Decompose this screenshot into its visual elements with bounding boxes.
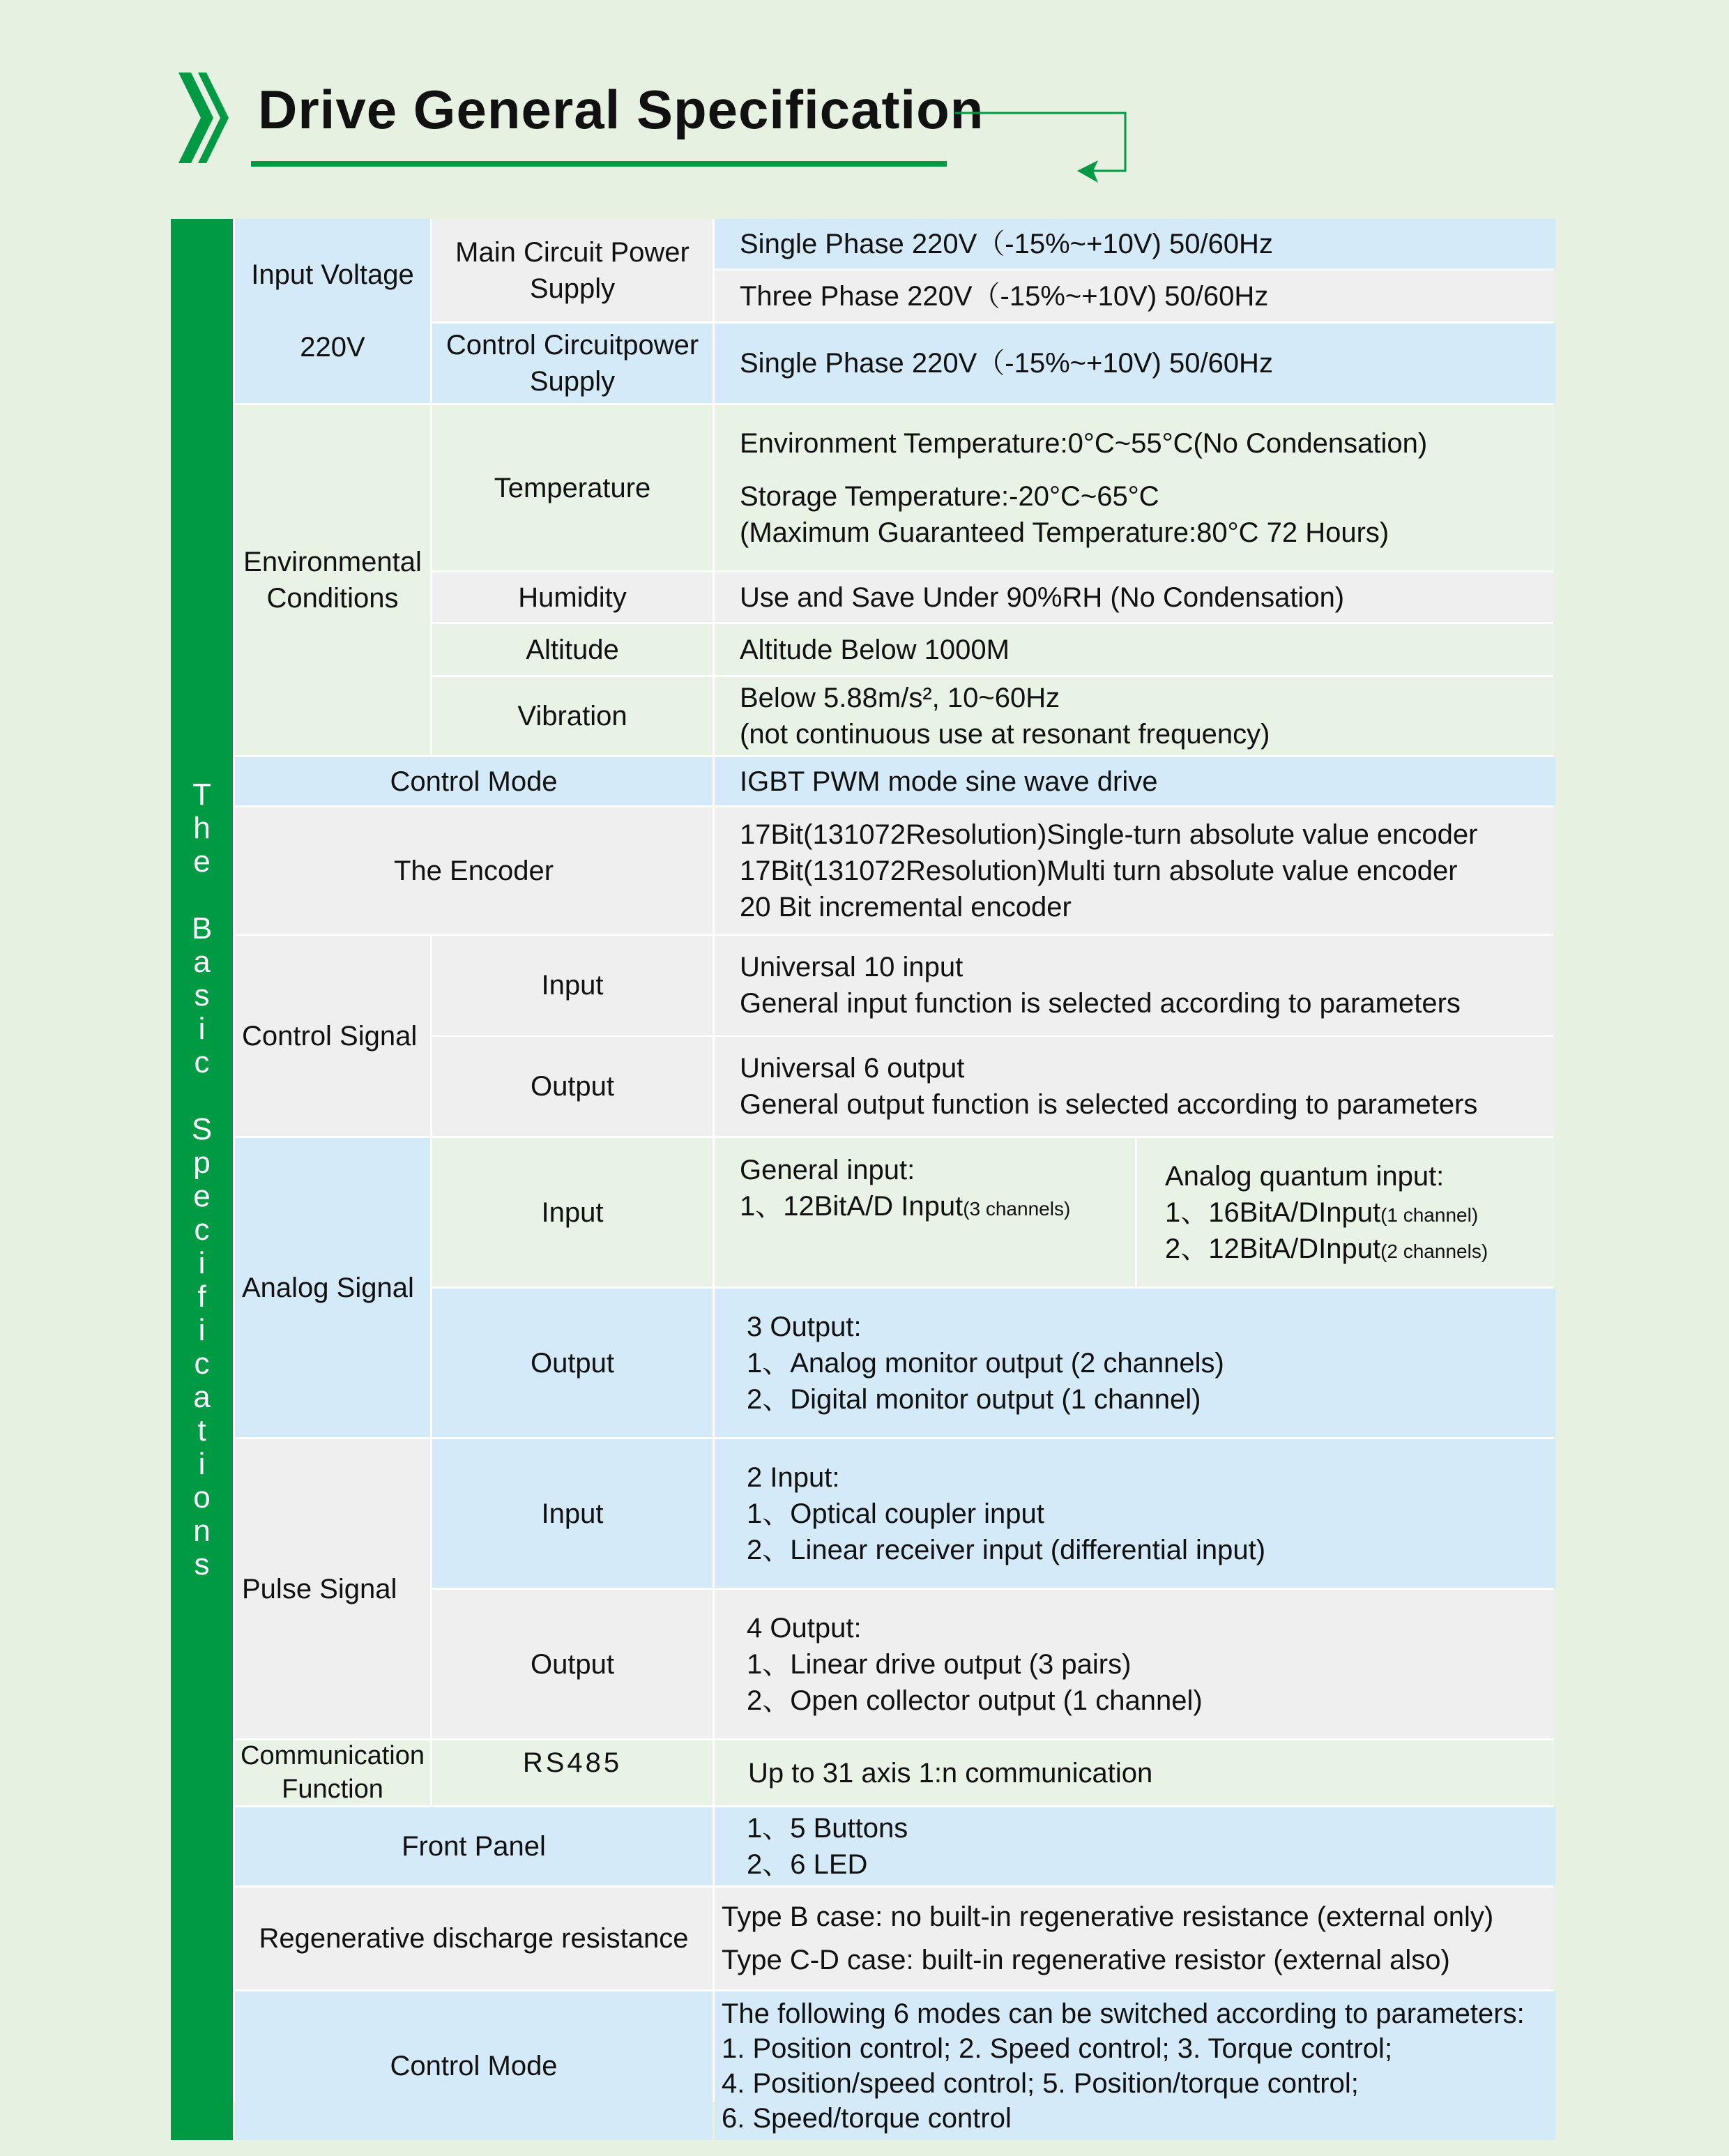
as-input-cell: Input (432, 1138, 713, 1286)
text: 2、12BitA/DInput (1165, 1233, 1381, 1264)
line: Analog quantum input: (1165, 1160, 1445, 1192)
front-panel-value (715, 1807, 1555, 1885)
side-label-letter: f (197, 1279, 206, 1314)
line: 20 Bit incremental encoder (740, 891, 1072, 923)
line: General output function is selected according to parameters (740, 1089, 1478, 1120)
ps-output-value (715, 1590, 1555, 1738)
line: 1、Linear drive output (3 pairs) (747, 1648, 1132, 1680)
analog-signal-cell: Analog Signal (235, 1138, 430, 1437)
pulse-signal-cell: Pulse Signal (235, 1439, 430, 1738)
side-label-letter: n (193, 1513, 211, 1548)
line: 1、Analog monitor output (2 channels) (747, 1347, 1224, 1379)
line: Type B case: no built-in regenerative resistance (external only) (722, 1901, 1494, 1932)
comm-protocol: RS485 (432, 1740, 713, 1805)
as-output-value (715, 1289, 1555, 1437)
three-phase-value: Three Phase 220V（-15%~+10V) 50/60Hz (715, 271, 1555, 321)
temperature-value (715, 405, 1555, 570)
env-cell: Environmental Conditions (235, 405, 430, 755)
control-circuit-value: Single Phase 220V（-15%~+10V) 50/60Hz (715, 324, 1555, 403)
text: 1、12BitA/D Input (740, 1191, 963, 1222)
side-label-letter: T (192, 777, 211, 812)
control-signal-cell: Control Signal (235, 936, 430, 1136)
line: 2、Open collector output (1 channel) (747, 1685, 1203, 1716)
side-label-letter: S (191, 1111, 213, 1146)
line (1165, 1231, 1548, 1267)
side-label-letter: i (198, 1011, 206, 1046)
line: 4 Output: (747, 1612, 862, 1643)
altitude-cell: Altitude (432, 624, 713, 675)
comm-value: Up to 31 axis 1:n communication (715, 1740, 1555, 1805)
line: Universal 6 output (740, 1053, 965, 1084)
humidity-value: Use and Save Under 90%RH (No Condensation) (715, 572, 1555, 622)
side-label-letter: c (194, 1045, 210, 1079)
line: 1. Position control; 2. Speed control; 3. Torque control; (722, 2033, 1393, 2064)
title-underline (251, 161, 947, 167)
ps-input-value (715, 1439, 1555, 1588)
side-label-letter (197, 1079, 206, 1113)
line: Type C-D case: built-in regenerative resistor (external also) (722, 1945, 1450, 1975)
side-label-letter: i (198, 1312, 206, 1347)
cs-output-cell: Output (432, 1037, 713, 1136)
value: 220V (300, 332, 365, 363)
ps-input-cell: Input (432, 1439, 713, 1588)
double-chevron-icon (178, 73, 248, 163)
temperature-cell: Temperature (432, 405, 713, 570)
line: 1、Optical coupler input (747, 1498, 1044, 1529)
comm-cell: Communication Function (235, 1740, 430, 1805)
cs-input-value (715, 936, 1555, 1035)
text: (2 channels) (1380, 1240, 1488, 1262)
side-label-letter: a (193, 944, 211, 979)
line: 2、Linear receiver input (differential input) (747, 1534, 1266, 1565)
text: (1 channel) (1380, 1204, 1479, 1226)
control-mode-2-cell: Control Mode (235, 1991, 713, 2140)
line: General input function is selected according to parameters (740, 988, 1461, 1019)
side-label-letter: s (194, 1547, 210, 1581)
vibration-value (715, 677, 1555, 755)
line: Environment Temperature:0°C~55°C(No Condensation) (740, 427, 1428, 459)
line: 1、5 Buttons (747, 1813, 908, 1844)
text: 1、16BitA/DInput (1165, 1197, 1381, 1228)
single-phase-value: Single Phase 220V（-15%~+10V) 50/60Hz (715, 219, 1555, 268)
label: Input Voltage (251, 259, 414, 290)
regen-cell: Regenerative discharge resistance (235, 1888, 713, 1989)
side-label-letter: a (193, 1379, 211, 1414)
side-label-letter: e (193, 1178, 211, 1213)
control-circuit-cell: Control Circuitpower Supply (432, 324, 713, 403)
control-mode-cell: Control Mode (235, 757, 713, 805)
side-label-letter: p (193, 1145, 211, 1180)
control-mode-value: IGBT PWM mode sine wave drive (715, 757, 1555, 805)
line: 17Bit(131072Resolution)Single-turn absolute value encoder (740, 819, 1478, 850)
as-general-input (715, 1138, 1135, 1286)
front-panel-cell: Front Panel (235, 1807, 713, 1885)
ps-output-cell: Output (432, 1590, 713, 1738)
line: 2、6 LED (747, 1849, 868, 1880)
input-voltage-cell (235, 219, 430, 403)
page-title: Drive General Specification (258, 79, 984, 140)
side-label-letter: B (191, 911, 213, 946)
line: Universal 10 input (740, 952, 963, 982)
cs-input-cell: Input (432, 936, 713, 1035)
line: Below 5.88m/s², 10~60Hz (740, 683, 1060, 713)
side-label-letter: t (197, 1413, 206, 1448)
side-label-letter: h (193, 810, 211, 845)
side-label-letter (197, 879, 206, 912)
side-label-letter: c (194, 1212, 210, 1247)
text: (3 channels) (963, 1198, 1071, 1220)
as-analog-quantum-input (1137, 1138, 1555, 1286)
humidity-cell: Humidity (432, 572, 713, 622)
encoder-cell: The Encoder (235, 807, 713, 934)
side-label-letter: s (194, 978, 210, 1012)
regen-value (715, 1888, 1555, 1989)
line: General input: (740, 1155, 915, 1185)
line (740, 1188, 1128, 1224)
line: 2、Digital monitor output (1 channel) (747, 1383, 1201, 1415)
as-output-cell: Output (432, 1289, 713, 1437)
line: (Maximum Guaranteed Temperature:80°C 72 Hours) (740, 517, 1389, 548)
side-label-letter: i (198, 1446, 206, 1481)
line (1165, 1194, 1548, 1231)
control-mode-2-value (715, 1991, 1555, 2140)
corner-arrow-icon (955, 105, 1129, 188)
altitude-value: Altitude Below 1000M (715, 624, 1555, 675)
line: 6. Speed/torque control (722, 2102, 1012, 2134)
line: 17Bit(131072Resolution)Multi turn absolute value encoder (740, 855, 1458, 886)
side-label-letter: c (194, 1346, 210, 1381)
side-label-letter: e (193, 844, 211, 879)
line: Storage Temperature:-20°C~65°C (740, 480, 1159, 512)
spec-table (171, 219, 1553, 2134)
line: (not continuous use at resonant frequency) (740, 719, 1270, 750)
side-label-letter: o (193, 1480, 211, 1514)
encoder-value (715, 807, 1555, 934)
side-label-letter: i (198, 1245, 206, 1280)
cs-output-value (715, 1037, 1555, 1136)
line: 3 Output: (747, 1311, 862, 1342)
line: The following 6 modes can be switched according to parameters: (722, 1998, 1525, 2029)
vibration-cell: Vibration (432, 677, 713, 755)
line: 2 Input: (747, 1462, 840, 1493)
side-label (171, 219, 233, 2140)
line: 4. Position/speed control; 5. Position/torque control; (722, 2067, 1359, 2099)
main-circuit-cell: Main Circuit Power Supply (432, 219, 713, 321)
